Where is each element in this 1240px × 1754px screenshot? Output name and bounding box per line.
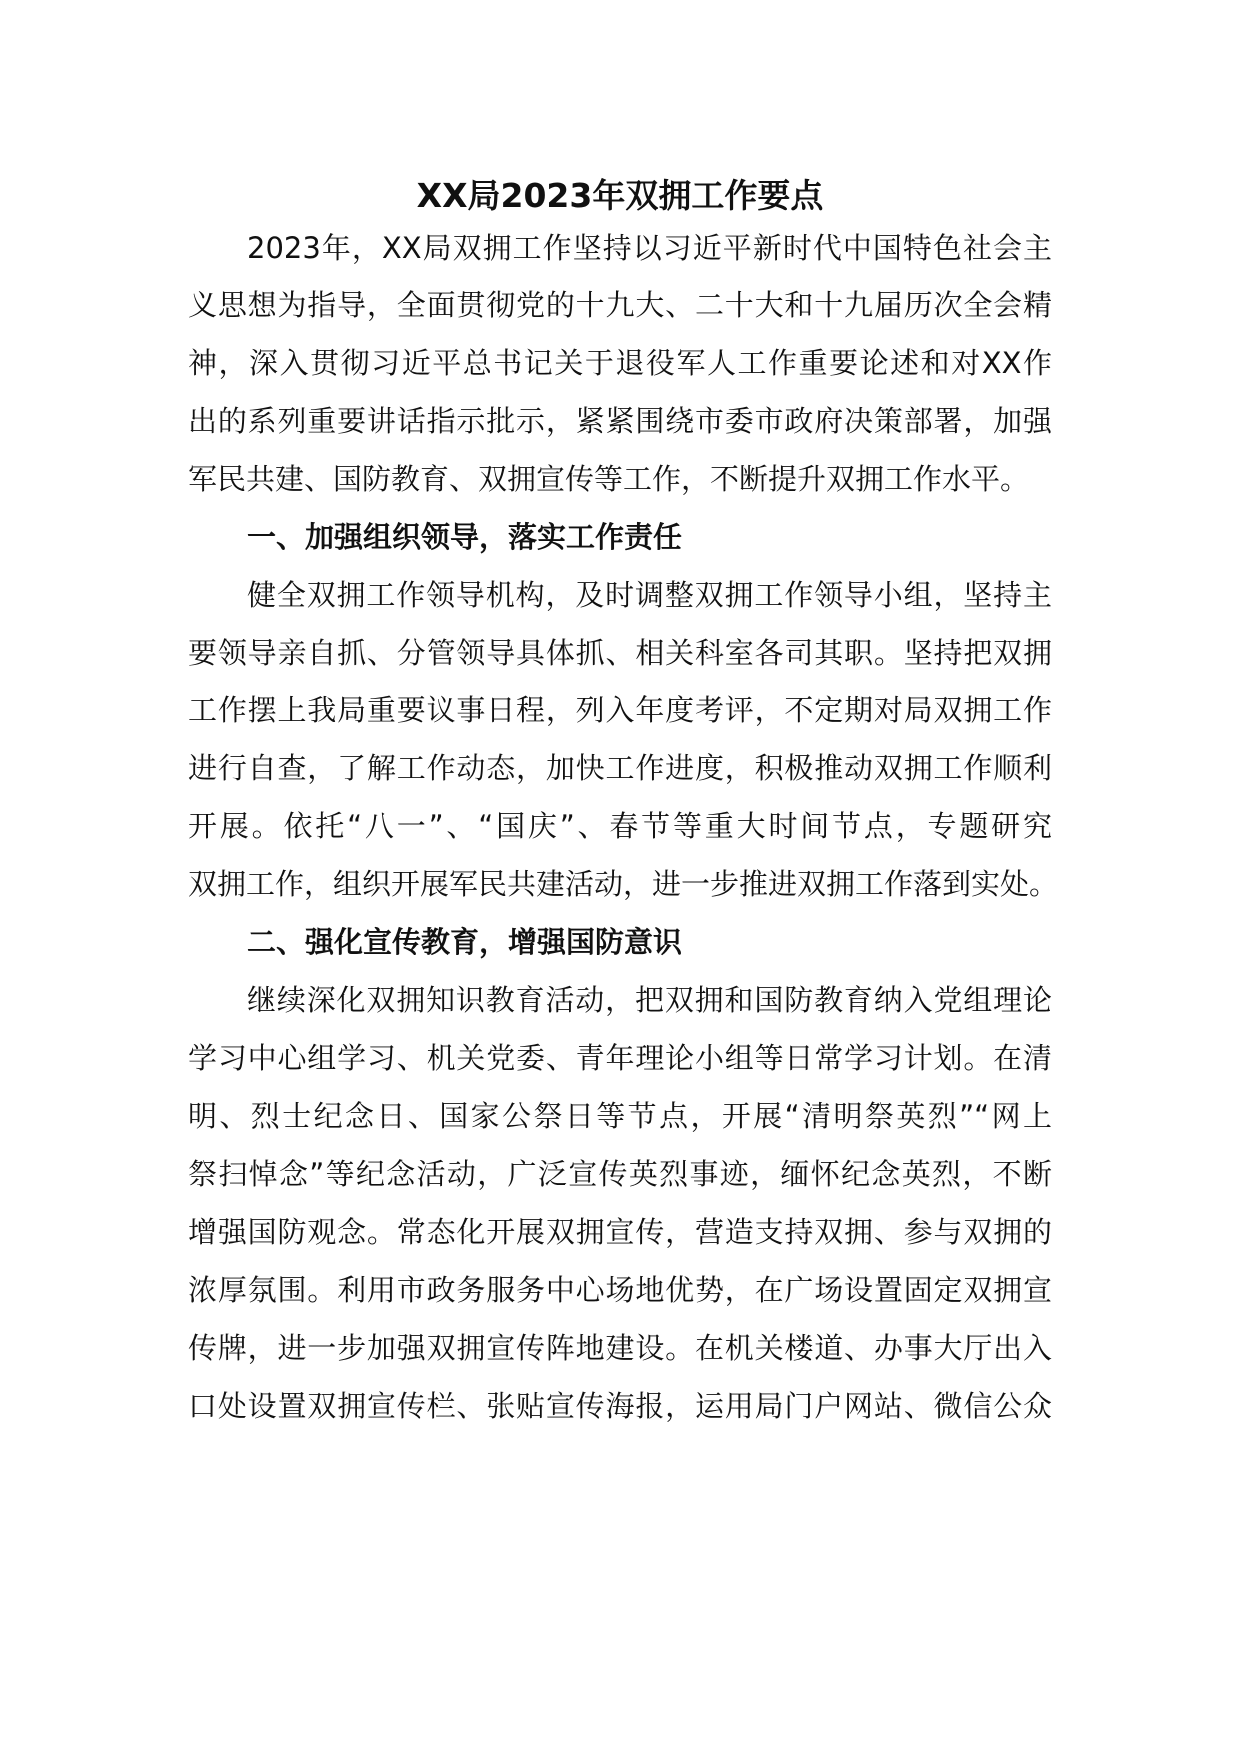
- intro-line: 神，深入贯彻习近平总书记关于退役军人工作重要论述和对XX作: [188, 346, 1052, 380]
- section1-line: 健全双拥工作领导机构，及时调整双拥工作领导小组，坚持主: [247, 578, 1052, 612]
- intro-line: 军民共建、国防教育、双拥宣传等工作，不断提升双拥工作水平。: [188, 462, 1030, 496]
- section2-line: 口处设置双拥宣传栏、张贴宣传海报，运用局门户网站、微信公众: [188, 1389, 1052, 1423]
- section1-line: 进行自查，了解工作动态，加快工作进度，积极推动双拥工作顺利: [188, 751, 1052, 785]
- section2-line: 学习中心组学习、机关党委、青年理论小组等日常学习计划。在清: [188, 1041, 1052, 1075]
- section2-line: 继续深化双拥知识教育活动，把双拥和国防教育纳入党组理论: [247, 983, 1052, 1017]
- section2-line: 浓厚氛围。利用市政务服务中心场地优势，在广场设置固定双拥宣: [188, 1273, 1052, 1307]
- section2-line: 祭扫悼念”等纪念活动，广泛宣传英烈事迹，缅怀纪念英烈，不断: [188, 1157, 1052, 1191]
- section1-line: 工作摆上我局重要议事日程，列入年度考评，不定期对局双拥工作: [188, 693, 1052, 727]
- document-title: XX局2023年双拥工作要点: [416, 176, 824, 215]
- section2-line: 明、烈士纪念日、国家公祭日等节点，开展“清明祭英烈”“网上: [188, 1099, 1052, 1133]
- section1-heading: 一、加强组织领导，落实工作责任: [247, 520, 683, 554]
- intro-line: 出的系列重要讲话指示批示，紧紧围绕市委市政府决策部署，加强: [188, 404, 1052, 438]
- intro-line: 2023年，XX局双拥工作坚持以习近平新时代中国特色社会主: [247, 231, 1052, 265]
- section2-line: 增强国防观念。常态化开展双拥宣传，营造支持双拥、参与双拥的: [188, 1215, 1052, 1249]
- section1-line: 开展。依托“八一”、“国庆”、春节等重大时间节点，专题研究: [188, 809, 1052, 843]
- section2-heading: 二、强化宣传教育，增强国防意识: [247, 925, 683, 959]
- section1-line: 双拥工作，组织开展军民共建活动，进一步推进双拥工作落到实处。: [188, 867, 1059, 901]
- section2-line: 传牌，进一步加强双拥宣传阵地建设。在机关楼道、办事大厅出入: [188, 1331, 1052, 1365]
- intro-line: 义思想为指导，全面贯彻党的十九大、二十大和十九届历次全会精: [188, 288, 1052, 322]
- section1-line: 要领导亲自抓、分管领导具体抓、相关科室各司其职。坚持把双拥: [188, 636, 1052, 670]
